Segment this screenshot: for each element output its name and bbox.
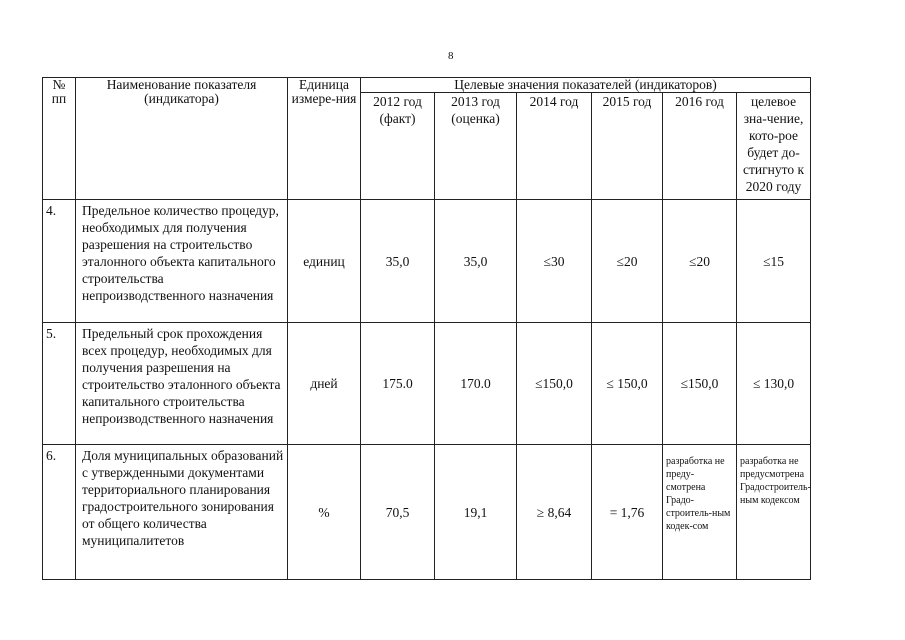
header-year-2013: 2013 год (оценка) — [435, 93, 517, 200]
value-2013: 170.0 — [435, 323, 517, 445]
value-2016: ≤150,0 — [663, 323, 737, 445]
value-2015: ≤ 150,0 — [592, 323, 663, 445]
value-2015: = 1,76 — [592, 445, 663, 580]
unit-cell: % — [288, 445, 361, 580]
row-number: 6. — [43, 445, 76, 580]
value-2013: 19,1 — [435, 445, 517, 580]
header-target-values: Целевые значения показателей (индикаторов) — [361, 78, 811, 93]
value-2013: 35,0 — [435, 200, 517, 323]
header-year-2012: 2012 год (факт) — [361, 93, 435, 200]
header-year-2015: 2015 год — [592, 93, 663, 200]
value-2016-note: разработка не преду-смотрена Градо-строитель-ным кодек-сом — [663, 445, 737, 580]
indicator-name: Предельный срок прохождения всех процедур, необходимых для получения разрешения на строительство эталонного объекта капитального строительства непроизводственного назначения — [76, 323, 288, 445]
value-2012: 175.0 — [361, 323, 435, 445]
page-number: 8 — [448, 50, 454, 62]
header-year-2014: 2014 год — [517, 93, 592, 200]
value-2020-note: разработка не предусмотрена Градостроитель-ным кодексом — [737, 445, 811, 580]
value-2015: ≤20 — [592, 200, 663, 323]
indicator-name: Доля муниципальных образований с утвержденными документами территориального планирования градостроительного зонирования от общего количества муниципалитетов — [76, 445, 288, 580]
value-2020: ≤ 130,0 — [737, 323, 811, 445]
indicator-name: Предельное количество процедур, необходимых для получения разрешения на строительство эталонного объекта капитального строительства непроизводственного назначения — [76, 200, 288, 323]
value-2012: 35,0 — [361, 200, 435, 323]
value-2014: ≤150,0 — [517, 323, 592, 445]
value-2016: ≤20 — [663, 200, 737, 323]
header-number: № пп — [43, 78, 76, 200]
header-unit: Единица измере-ния — [288, 78, 361, 200]
row-number: 5. — [43, 323, 76, 445]
table-row — [43, 200, 811, 323]
header-target-2020: целевое зна-чение, кото-рое будет до-стигнуто к 2020 году — [737, 93, 811, 200]
indicators-table — [42, 77, 811, 580]
header-indicator-name: Наименование показателя (индикатора) — [76, 78, 288, 200]
table-row — [43, 323, 811, 445]
table-row — [43, 445, 811, 580]
row-number: 4. — [43, 200, 76, 323]
value-2012: 70,5 — [361, 445, 435, 580]
value-2020: ≤15 — [737, 200, 811, 323]
unit-cell: дней — [288, 323, 361, 445]
unit-cell: единиц — [288, 200, 361, 323]
value-2014: ≥ 8,64 — [517, 445, 592, 580]
header-year-2016: 2016 год — [663, 93, 737, 200]
value-2014: ≤30 — [517, 200, 592, 323]
